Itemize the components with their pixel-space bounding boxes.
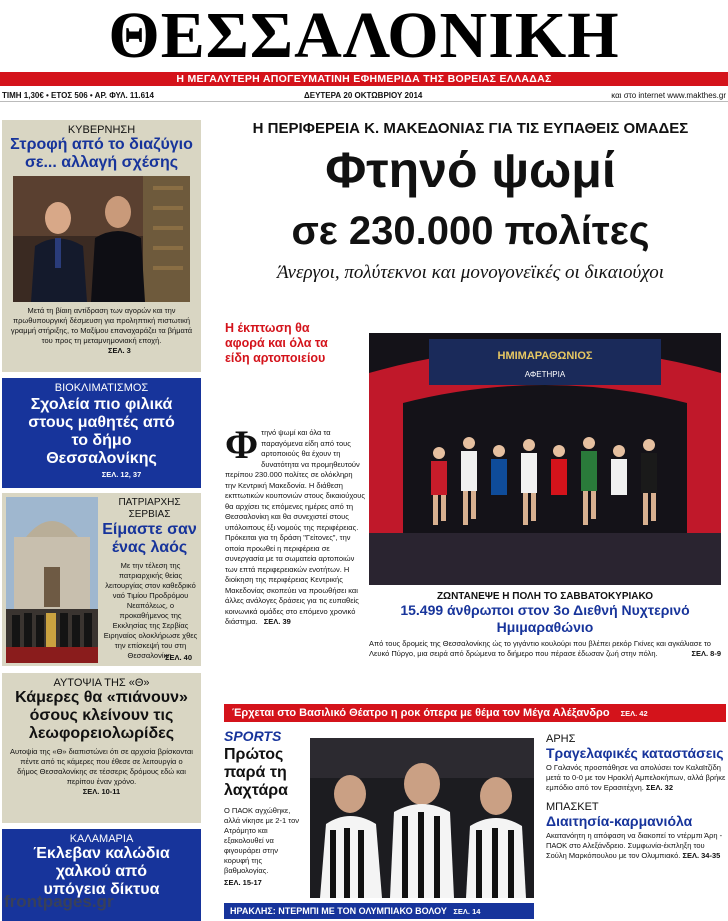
issue-date: ΔΕΥΤΕΡΑ 20 ΟΚΤΩΒΡΙΟΥ 2014 xyxy=(304,91,423,100)
basket-text: Ακατανόητη η απόφαση να διακοπεί το ντέρμπι Άρη - ΠΑΟΚ στο Αλεξάνδρειο. Συμφωνία-έκπληξη του Σούλη Μαρκόπουλου με τον Ολυμπιακό. xyxy=(546,831,723,860)
story-government[interactable] xyxy=(2,120,201,372)
story-kicker: ΖΩΝΤΑΝΕΨΕ Η ΠΟΛΗ ΤΟ ΣΑΒΒΑΤΟΚΥΡΙΑΚΟ xyxy=(436,591,654,602)
page-ref: ΣΕΛ. 3 xyxy=(108,346,131,355)
story-text xyxy=(546,831,726,861)
page-ref: ΣΕΛ. 32 xyxy=(645,783,673,792)
story-headline: Είμαστε σαν ένας λαός xyxy=(102,521,197,556)
lead-headline-2[interactable]: σε 230.000 πολίτες xyxy=(291,209,650,253)
page-ref: ΣΕΛ. 15-17 xyxy=(224,878,262,887)
website-link[interactable]: και στο internet www.makthes.gr xyxy=(611,91,726,100)
marathon-photo xyxy=(369,333,721,585)
story-text: Με την τέλεση της πατριαρχικής θείας λειτουργίας στον καθεδρικό ναό Τιμίου Προδρόμου Νεαπόλεως, ο προκαθήμενος της Εκκλησίας της Σερβίας Ειρηναίος ολοκλήρωσε χθες την επίσκεψή του στη Θεσσαλονίκη. xyxy=(103,561,198,660)
promo-text: Έρχεται στο Βασιλικό Θέατρο η ροκ όπερα με θέμα τον Μέγα Αλέξανδρο xyxy=(232,707,610,719)
story-kicker: ΚΑΛΑΜΑΡΙΑ xyxy=(69,833,134,845)
story-headline: Έκλεβαν καλώδια χαλκού από υπόγεια δίκτυα xyxy=(33,845,170,898)
sports-bar[interactable] xyxy=(224,903,534,919)
story-headline: Στροφή από το διαζύγιο σε... αλλαγή σχέσης xyxy=(10,136,193,171)
story-kicker: ΚΥΒΕΡΝΗΣΗ xyxy=(67,124,136,136)
marathon-banner-sub: ΑΦΕΤΗΡΙΑ xyxy=(524,370,566,379)
story-kicker: ΜΠΑΣΚΕΤ xyxy=(546,801,599,813)
lead-red-kicker: Η έκπτωση θα αφορά και όλα τα είδη αρτοποιείου xyxy=(225,321,328,365)
story-text: Αυτοψία της «Θ» διαπιστώνει ότι σε αρχισία βρίσκονται πέντε από τις κάμερες που έθεσε σε λειτουργία ο δήμος Θεσσαλονίκης σε τέσσερις δρόμους εδώ και περίπου έναν χρόνο. xyxy=(10,747,193,786)
page-ref: ΣΕΛ. 12, 37 xyxy=(101,470,142,479)
issue-price: ΤΙΜΗ 1,30€ • ΕΤΟΣ 506 • ΑΡ. ΦΥΛ. 11.614 xyxy=(2,91,154,100)
church-photo xyxy=(6,497,98,663)
story-text xyxy=(369,639,721,659)
lead-headline-1[interactable]: Φτηνό ψωμί xyxy=(325,142,616,198)
right-column xyxy=(546,733,726,861)
lead-article xyxy=(225,422,365,628)
page-ref: ΣΕΛ. 8-9 xyxy=(691,649,721,658)
marathon-banner: ΗΜΙΜΑΡΑΘΩΝΙΟΣ xyxy=(497,350,593,362)
story-kicker: ΑΡΗΣ xyxy=(546,733,576,745)
lead-overline: Η ΠΕΡΙΦΕΡΕΙΑ Κ. ΜΑΚΕΔΟΝΙΑΣ ΓΙΑ ΤΙΣ ΕΥΠΑΘΕΙΣ ΟΜΑΔΕΣ xyxy=(252,120,689,137)
story-kicker: ΑΥΤΟΨΙΑ ΤΗΣ «Θ» xyxy=(53,677,150,689)
story-schools[interactable] xyxy=(2,378,201,488)
lead-body: τηνό ψωμί και όλα τα παραγόμενα είδη από τους αρτοποιούς θα έχουν τη δυνατότητα να προμηθευτούν περίπου 230.000 πολίτες σε ολόκληρη την Κεντρική Μακεδονία. Η διάθεση εκπτωτικών κουπονιών στους δικαιούχους θα αρχίσει τις επόμενες ημέρες από τη Θεσσαλονίκη και θα συνεχιστεί στους υπόλοιπους έξι νομούς της περιφέρειας. Πρόκειται για τη δράση "Γείτονες", την οποία προωθεί η περιφέρεια σε συνεργασία με τα σωματεία αρτοποιών των επτά περιφερειακών ενοτήτων. Η διοίκηση της περιφέρειας Κεντρικής Μακεδονίας σκοπεύει να προωθήσει και άλλες ανάλογες δράσεις για τις ευπαθείς κοινωνικά ομάδες στο επόμενο χρονικό διάστημα. xyxy=(225,428,365,626)
story-cameras[interactable] xyxy=(2,673,201,823)
sports-headline[interactable]: Πρώτος παρά τη λαχτάρα xyxy=(224,746,289,799)
page-ref: ΣΕΛ. 34-35 xyxy=(682,851,721,860)
issue-info-bar xyxy=(0,89,728,102)
story-text: Μετά τη βίαιη αντίδραση των αγορών και την πρωθυπουργική δέσμευση για προληπτική πιστωτική γραμμή στήριξης, το Μαξίμου επαναχαράζει τα βήματά του προς τη μεταμνημονιακή εποχή. xyxy=(10,306,193,345)
newspaper-title: ΘΕΣΣΑΛΟΝΙΚΗ xyxy=(108,0,620,72)
story-kicker: ΒΙΟΚΛΙΜΑΤΙΣΜΟΣ xyxy=(54,382,149,394)
masthead xyxy=(0,0,728,72)
page-ref: ΣΕΛ. 14 xyxy=(453,907,481,916)
page-ref: ΣΕΛ. 40 xyxy=(165,653,193,662)
page-ref: ΣΕΛ. 39 xyxy=(263,617,291,626)
page-ref: ΣΕΛ. 10-11 xyxy=(82,787,121,796)
story-headline[interactable]: Διαιτησία-καρμανιόλα xyxy=(546,813,693,829)
promo-strip[interactable] xyxy=(224,704,726,722)
story-headline[interactable]: Τραγελαφικές καταστάσεις xyxy=(546,745,724,761)
football-photo xyxy=(310,738,534,898)
story-headline: Κάμερες θα «πιάνουν» όσους κλείνουν τις λεωφορειολωρίδες xyxy=(15,689,188,742)
politicians-photo xyxy=(13,176,190,302)
dropcap: Φ xyxy=(225,422,259,467)
lead-deck: Άνεργοι, πολύτεκνοι και μονογονεϊκές οι δικαιούχοι xyxy=(276,262,664,283)
aris-text: Ο Γαλανός προσπάθησε να απολύσει τον Καλαϊτζίδη μετά το 0-0 με τον Ηρακλή Αμπελοκήπων, αλλά βρήκε εμπόδιο από τον Ερασιτέχνη. xyxy=(546,763,726,792)
watermark-logo: frontpages.gr xyxy=(4,892,114,911)
story-text xyxy=(546,763,726,793)
sports-bar-text: ΗΡΑΚΛΗΣ: ΝΤΕΡΜΠΙ ΜΕ ΤΟΝ ΟΛΥΜΠΙΑΚΟ ΒΟΛΟΥ xyxy=(230,906,447,916)
story-headline: Σχολεία πιο φιλικά στους μαθητές από το δήμο Θεσσαλονίκης xyxy=(28,396,175,467)
story-kicker: ΠΑΤΡΙΑΡΧΗΣ ΣΕΡΒΙΑΣ xyxy=(118,497,181,520)
page-ref: ΣΕΛ. 42 xyxy=(620,709,648,718)
story-headline[interactable]: 15.499 άνθρωποι στον 3ο Διεθνή Νυχτερινό Ημιμαραθώνιο xyxy=(400,602,690,635)
marathon-text: Από τους δρομείς της Θεσσαλονίκης ώς το γιγάντιο κουλούρι που βλέπει ρεκόρ Γκίνες και αγκάλιασε το Λευκό Πύργο, μια σειρά από δρώμενα το διήμερο που πέρασε έδωσαν ζωή στην πόλη. xyxy=(369,639,711,658)
marathon-caption xyxy=(369,591,721,659)
sports-text: Ο ΠΑΟΚ αγχώθηκε, αλλά νίκησε με 2-1 τον Ατρόμητο και εξακολουθεί να φιγουράρει στην κορυφή της βαθμολογίας. xyxy=(224,806,299,875)
story-patriarch[interactable] xyxy=(2,493,201,666)
sports-logo: SPORTS xyxy=(224,728,282,744)
tagline-bar: Η ΜΕΓΑΛΥΤΕΡΗ ΑΠΟΓΕΥΜΑΤΙΝΗ ΕΦΗΜΕΡΙΔΑ ΤΗΣ ΒΟΡΕΙΑΣ ΕΛΛΑΔΑΣ xyxy=(0,72,728,86)
